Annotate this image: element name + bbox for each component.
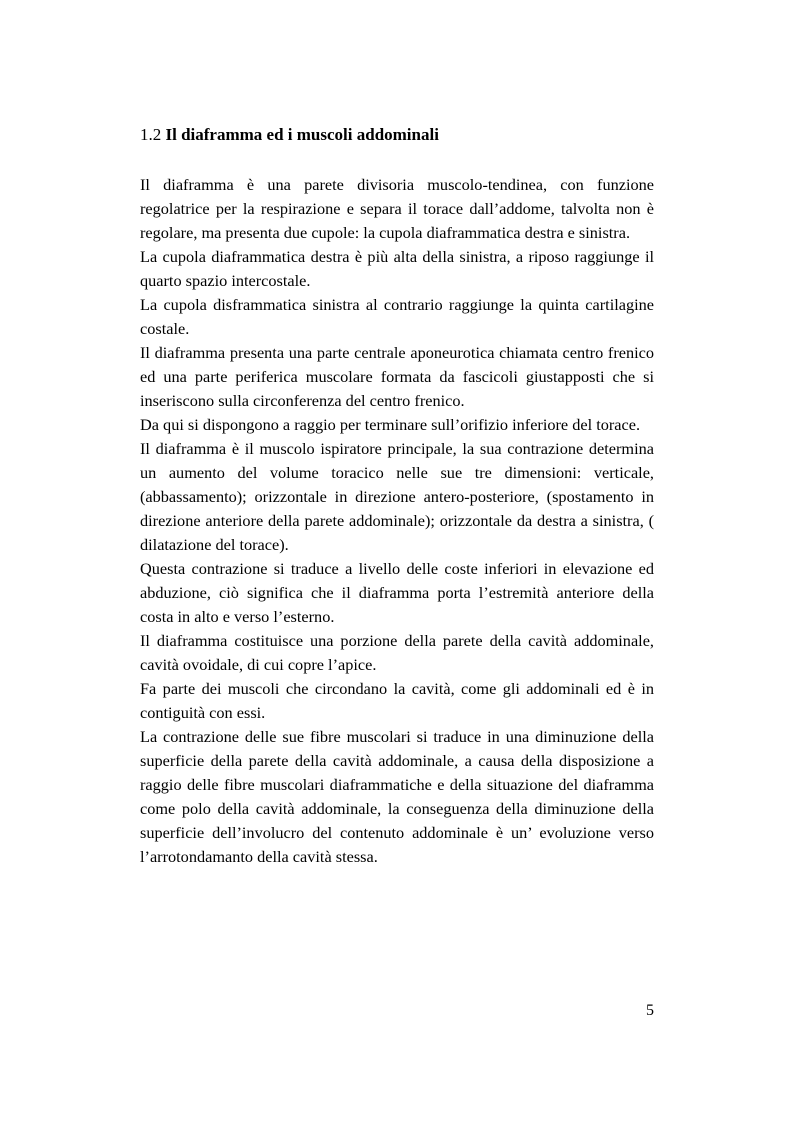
section-heading [140,124,439,146]
body-text [140,173,654,869]
page-number: 5 [646,1002,654,1019]
paragraph: Questa contrazione si traduce a livello delle coste inferiori in elevazione ed abduzione, ciò significa che il diaframma porta l’estremità anteriore della costa in alto e verso l’esterno. [140,559,654,626]
paragraph: Da qui si dispongono a raggio per terminare sull’orifizio inferiore del torace. [140,415,641,434]
paragraph: Il diaframma è il muscolo ispiratore principale, la sua contrazione determina un aumento del volume toracico nelle sue tre dimensioni: verticale, (abbassamento); orizzontale in direzione antero-posteriore, (spostamento in direzione anteriore della parete addominale); orizzontale da destra a sinistra, ( dilatazione del torace). [140,439,654,554]
section-title: Il diaframma ed i muscoli addominali [165,125,439,144]
paragraph: Il diaframma presenta una parte centrale aponeurotica chiamata centro frenico ed una parte periferica muscolare formata da fascicoli giustapposti che si inseriscono sulla circonferenza del centro frenico. [140,343,654,410]
paragraph: La contrazione delle sue fibre muscolari si traduce in una diminuzione della superficie della parete della cavità addominale, a causa della disposizione a raggio delle fibre muscolari diaframmatiche e della situazione del diaframma come polo della cavità addominale, la conseguenza della diminuzione della superficie dell’involucro del contenuto addominale è un’ evoluzione verso l’arrotondamanto della cavità stessa. [140,727,654,866]
paragraph: Il diaframma è una parete divisoria muscolo-tendinea, con funzione regolatrice per la respirazione e separa il torace dall’addome, talvolta non è regolare, ma presenta due cupole: la cupola diaframmatica destra e sinistra. [140,175,654,242]
paragraph: Fa parte dei muscoli che circondano la cavità, come gli addominali ed è in contiguità con essi. [140,679,654,722]
paragraph: La cupola diaframmatica destra è più alta della sinistra, a riposo raggiunge il quarto spazio intercostale. [140,247,654,290]
paragraph: La cupola disframmatica sinistra al contrario raggiunge la quinta cartilagine costale. [140,295,654,338]
section-number: 1.2 [140,125,162,144]
paragraph: Il diaframma costituisce una porzione della parete della cavità addominale, cavità ovoidale, di cui copre l’apice. [140,631,654,674]
